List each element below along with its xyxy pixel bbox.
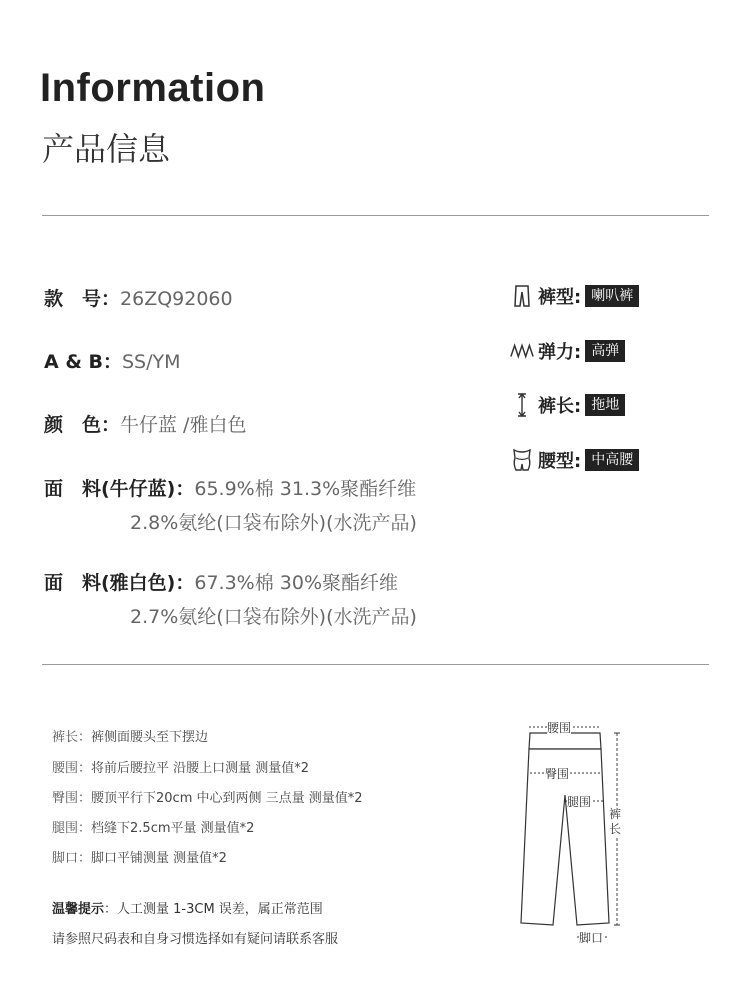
attr-waist-label: 腰型: bbox=[538, 451, 582, 472]
measure-tip-text: ：人工测量 1-3CM 误差，属正常范围 bbox=[104, 902, 323, 917]
spec-fabric1-row bbox=[44, 474, 416, 501]
measure-tip bbox=[52, 898, 323, 917]
spec-style-label: 款 号： bbox=[44, 288, 121, 310]
divider-top bbox=[42, 215, 709, 216]
spec-ab-label: A & B： bbox=[44, 351, 122, 373]
attr-waist-tag: 中高腰 bbox=[585, 449, 639, 471]
page-title-cn: 产品信息 bbox=[42, 130, 171, 168]
length-arrow-icon bbox=[510, 393, 534, 417]
spec-fabric1-label: 面 料(牛仔蓝)： bbox=[44, 478, 195, 500]
spec-fabric2-label: 面 料(雅白色)： bbox=[44, 572, 195, 594]
attr-stretch bbox=[510, 337, 625, 365]
measure-item bbox=[52, 847, 227, 866]
spec-fabric1-line1: 65.9%棉 31.3%聚酯纤维 bbox=[194, 478, 417, 500]
spec-fabric1-line2: 2.8%氨纶(口袋布除外)(水洗产品) bbox=[130, 512, 417, 534]
page-title-en: Information bbox=[40, 66, 266, 110]
diagram-thigh-label: 腿围 bbox=[567, 795, 592, 809]
attr-stretch-tag: 高弹 bbox=[585, 340, 625, 362]
waist-icon bbox=[510, 448, 534, 472]
measure-item bbox=[52, 787, 363, 806]
diagram-length-label: 裤长 bbox=[609, 807, 622, 836]
attr-pants-type-tag: 喇叭裤 bbox=[585, 285, 639, 307]
spec-ab-row bbox=[44, 347, 181, 374]
spec-fabric2-line2: 2.7%氨纶(口袋布除外)(水洗产品) bbox=[130, 606, 417, 628]
attr-length-label: 裤长: bbox=[538, 396, 582, 417]
spec-fabric2-line1: 67.3%棉 30%聚酯纤维 bbox=[194, 572, 399, 594]
measure-item-label: 腰围： bbox=[52, 761, 92, 776]
spec-ab-value: SS/YM bbox=[122, 351, 181, 373]
divider-middle bbox=[42, 664, 709, 665]
spec-color-row bbox=[44, 410, 246, 437]
trousers-icon bbox=[510, 284, 534, 308]
attr-length bbox=[510, 391, 625, 419]
measure-tip-label: 温馨提示 bbox=[52, 902, 105, 917]
stretch-wave-icon bbox=[510, 339, 534, 363]
pants-measurement-diagram bbox=[505, 715, 635, 955]
spec-style-value: 26ZQ92060 bbox=[120, 288, 233, 310]
measure-item-label: 裤长： bbox=[52, 730, 92, 745]
spec-style-row bbox=[44, 284, 233, 311]
attr-stretch-label: 弹力: bbox=[538, 342, 582, 363]
spec-color-value: 牛仔蓝 /雅白色 bbox=[120, 414, 247, 436]
attr-waist bbox=[510, 446, 639, 474]
measure-tip-line2: 请参照尺码表和自身习惯选择如有疑问请联系客服 bbox=[52, 932, 339, 947]
measure-item-label: 臀围： bbox=[52, 791, 92, 806]
spec-fabric2-row bbox=[44, 568, 398, 595]
measure-item bbox=[52, 817, 254, 836]
attr-pants-type bbox=[510, 282, 639, 310]
measure-item-text: 腰顶平行下20cm 中心到两侧 三点量 测量值*2 bbox=[91, 791, 363, 806]
measure-item bbox=[52, 757, 309, 776]
measure-item bbox=[52, 726, 208, 745]
measure-item-label: 腿围： bbox=[52, 821, 92, 836]
diagram-waist-label: 腰围 bbox=[547, 721, 572, 735]
diagram-hip-label: 臀围 bbox=[545, 767, 570, 781]
measure-item-text: 档缝下2.5cm平量 测量值*2 bbox=[91, 821, 255, 836]
measure-item-text: 脚口平铺测量 测量值*2 bbox=[91, 851, 227, 866]
diagram-hem-label: 脚口 bbox=[579, 931, 604, 945]
spec-color-label: 颜 色： bbox=[44, 414, 121, 436]
attr-length-tag: 拖地 bbox=[585, 394, 625, 416]
attr-pants-type-label: 裤型: bbox=[538, 287, 582, 308]
measure-item-label: 脚口： bbox=[52, 851, 92, 866]
measure-item-text: 裤侧面腰头至下摆边 bbox=[91, 730, 209, 745]
measure-item-text: 将前后腰拉平 沿腰上口测量 测量值*2 bbox=[91, 761, 310, 776]
